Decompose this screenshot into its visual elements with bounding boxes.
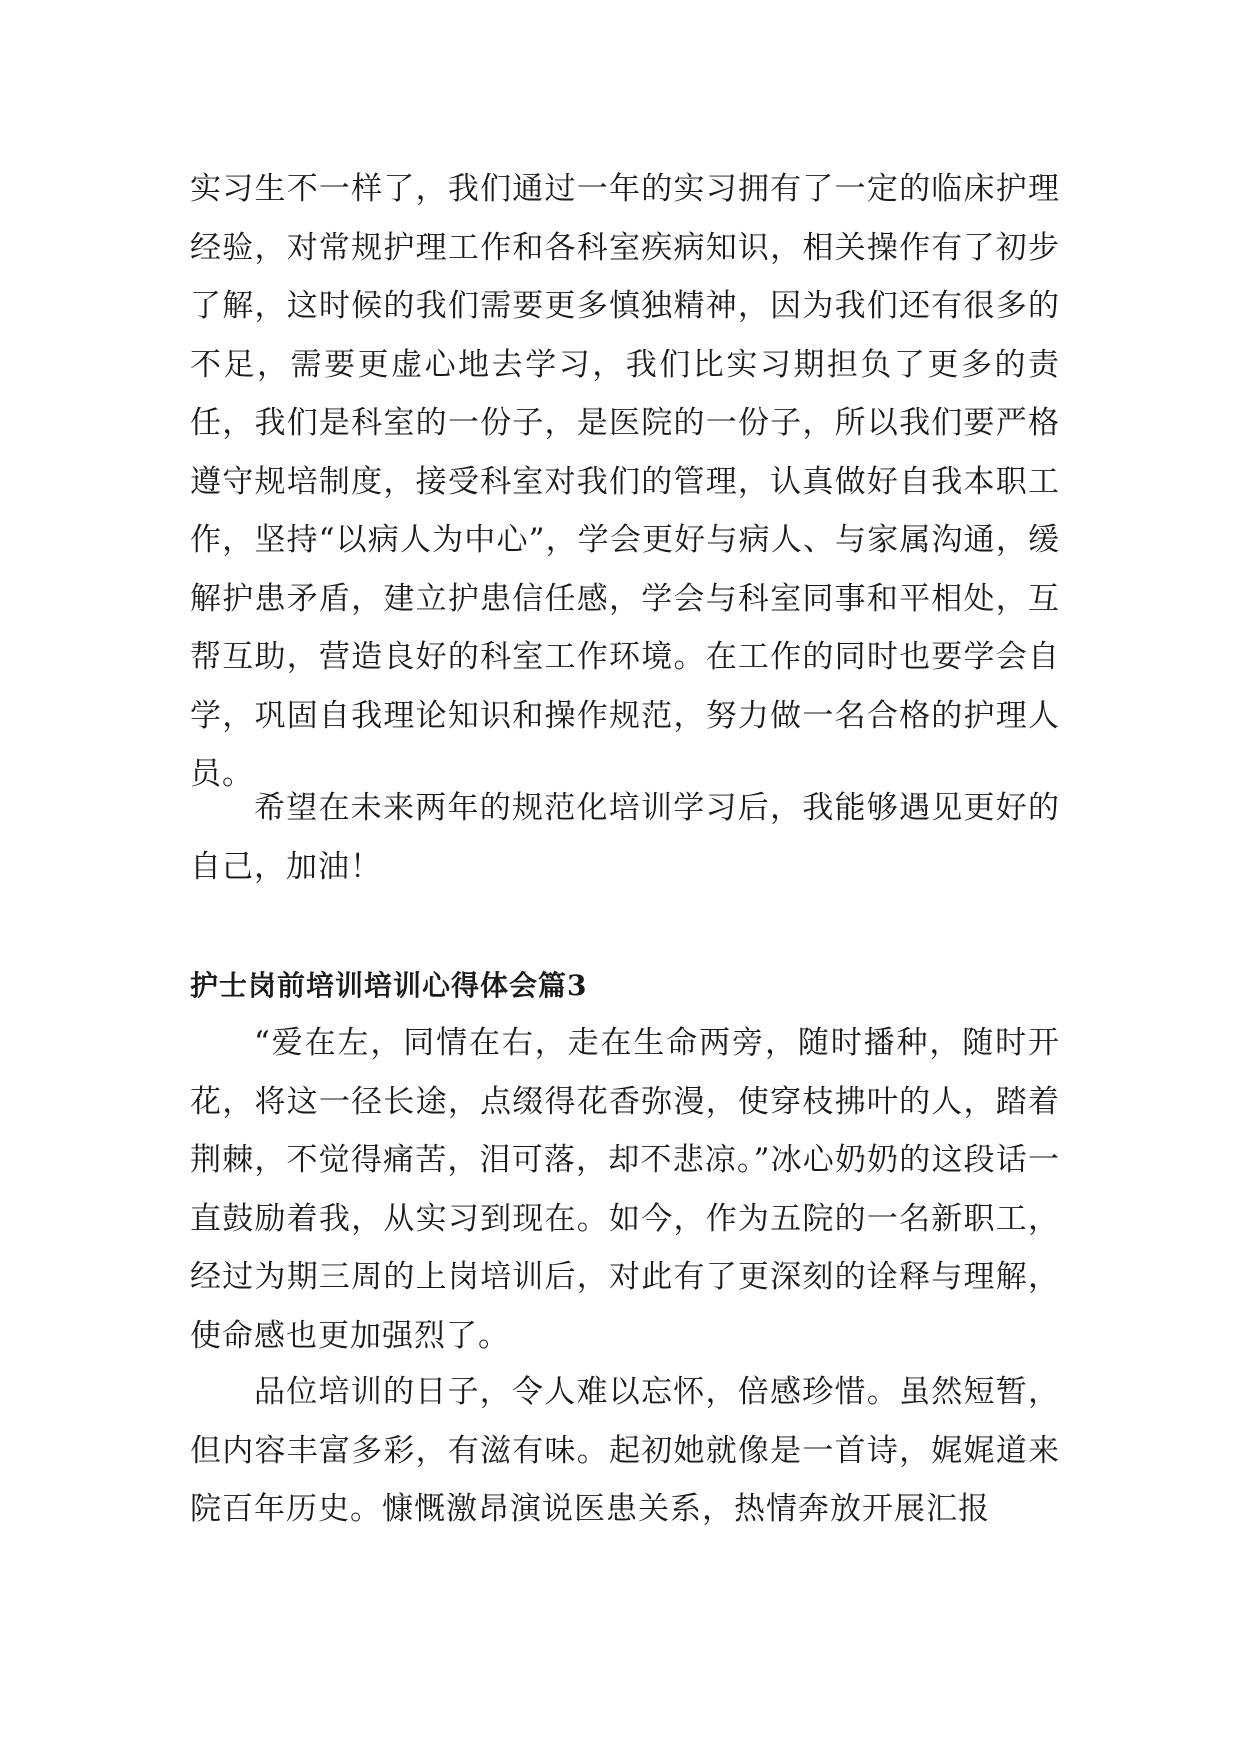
paragraph-hope: 希望在未来两年的规范化培训学习后，我能够遇见更好的自己，加油！ <box>190 790 1060 885</box>
section-heading: 护士岗前培训培训心得体会篇3 <box>190 969 588 1002</box>
paragraph-continuation: 实习生不一样了，我们通过一年的实习拥有了一定的临床护理经验，对常规护理工作和各科室疾病知识，相关操作有了初步了解，这时候的我们需要更多慎独精神，因为我们还有很多的不足，需要更虚心地去学习，我们比实习期担负了更多的责任，我们是科室的一份子，是医院的一份子，所以我们要严格遵守规培制度，接受科室对我们的管理，认真做好自我本职工作，坚持“以病人为中心”，学会更好与病人、与家属沟通，缓解护患矛盾，建立护患信任感，学会与科室同事和平相处，互帮互助，营造良好的科室工作环境。在工作的同时也要学会自学，巩固自我理论知识和操作规范，努力做一名合格的护理人员。 <box>190 171 1060 792</box>
paragraph-quote: “爱在左，同情在右，走在生命两旁，随时播种，随时开花，将这一径长途，点缀得花香弥漫，使穿枝拂叶的人，踏着荆棘，不觉得痛苦，泪可落，却不悲凉。”冰心奶奶的这段话一直鼓励着我，从实习到现在。如今，作为五院的一名新职工，经过为期三周的上岗培训后，对此有了更深刻的诠释与理解，使命感也更加强烈了。 <box>190 1025 1060 1354</box>
paragraph-training: 品位培训的日子，令人难以忘怀，倍感珍惜。虽然短暂，但内容丰富多彩，有滋有味。起初她就像是一首诗，娓娓道来院百年历史。慷慨激昂演说医患关系，热情奔放开展汇报 <box>190 1374 1060 1527</box>
